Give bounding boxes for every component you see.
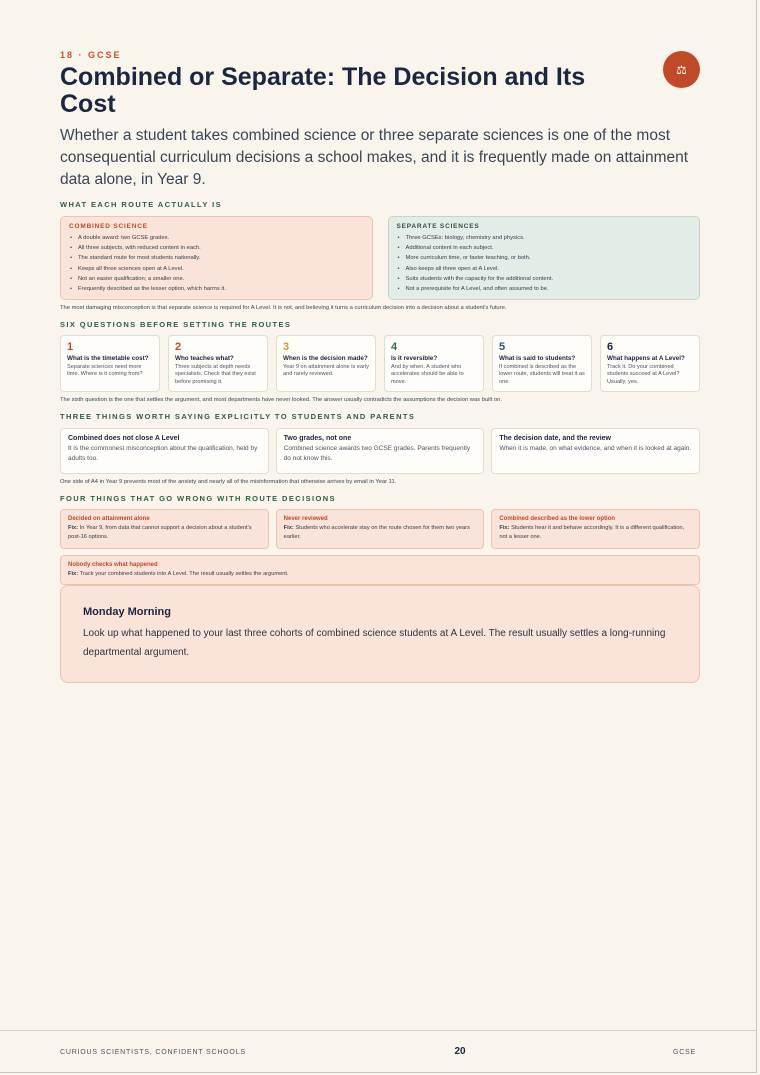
list-item: • The standard route for most students nationally.	[69, 253, 364, 263]
wrong-title: Decided on attainment alone	[68, 516, 150, 522]
wrong-title: Nobody checks what happened	[68, 562, 158, 568]
chapter-eyebrow: 18 · GCSE	[60, 50, 122, 60]
list-item: • Not an easier qualification; a smaller one.	[69, 274, 364, 284]
lede-paragraph: Whether a student takes combined science or three separate sciences is one of the most consequential curriculum decisions a school makes, and it is frequently made on attainment data alone, in Year 9.	[60, 127, 689, 188]
fix-label: Fix:	[68, 525, 79, 531]
thing-body: When it is made, on what evidence, and when it is looked at again.	[499, 445, 692, 452]
question-body: Year 9 on attainment alone is early and rarely reviewed.	[283, 363, 369, 378]
question-title: What is said to students?	[499, 355, 576, 362]
fix-text: Students hear it and behave accordingly. It is a different qualification, not a lesser one.	[499, 525, 685, 540]
question-number: 4	[391, 341, 398, 353]
question-number: 3	[283, 341, 290, 353]
monday-morning-title: Monday Morning	[83, 606, 171, 618]
separate-sciences-list	[397, 233, 692, 294]
wrong-card	[60, 509, 269, 549]
separate-sciences-title: SEPARATE SCIENCES	[396, 223, 480, 230]
questions-row	[60, 335, 700, 392]
fix-label: Fix:	[283, 525, 294, 531]
list-item: • A double award: two GCSE grades.	[69, 233, 364, 243]
list-item: • All three subjects, with reduced content in each.	[69, 243, 364, 253]
page-title: Combined or Separate: The Decision and Its Cost	[60, 63, 586, 118]
footer-divider	[0, 1030, 757, 1031]
fix-text: In Year 9, from data that cannot support a decision about a student's post-16 options.	[68, 525, 252, 540]
thing-body: Combined science awards two GCSE grades. Parents frequently do not know this.	[283, 445, 471, 462]
monday-morning-callout	[60, 585, 700, 683]
question-number: 2	[175, 341, 182, 353]
list-item: • Keeps all three sciences open at A Level.	[69, 264, 364, 274]
question-title: Who teaches what?	[175, 355, 234, 362]
question-title: When is the decision made?	[283, 355, 368, 362]
wrong-title: Never reviewed	[283, 516, 328, 522]
section-heading-questions: SIX QUESTIONS BEFORE SETTING THE ROUTES	[60, 320, 292, 329]
wrong-card	[491, 509, 700, 549]
list-item: • More curriculum time, or faster teaching, or both.	[397, 253, 692, 263]
thing-title: Two grades, not one	[283, 435, 352, 442]
list-item: • Three GCSEs: biology, chemistry and physics.	[397, 233, 692, 243]
list-item: • Not a prerequisite for A Level, and often assumed to be.	[397, 284, 692, 294]
wrong-card-full	[60, 555, 700, 585]
monday-morning-body: Look up what happened to your last three cohorts of combined science students at A Level. The result usually settles a long-running departmental argument.	[83, 628, 666, 658]
thing-card	[60, 428, 269, 474]
list-item: • Suits students with the capacity for the additional content.	[397, 274, 692, 284]
page-number: 20	[454, 1046, 466, 1057]
question-title: Is it reversible?	[391, 355, 438, 362]
question-body: Separate sciences need more time. Where is it coming from?	[67, 363, 143, 378]
question-body: If combined is described as the lower route, students will treat it as one.	[499, 363, 585, 385]
things-note: One side of A4 in Year 9 prevents most of the anxiety and nearly all of the misinformation that otherwise arrives by email in Year 11.	[60, 479, 397, 485]
wrong-card	[276, 509, 485, 549]
question-number: 6	[607, 341, 614, 353]
wrongs-row	[60, 509, 700, 549]
question-body: Three subjects at depth needs specialists. Check that they exist before promising it.	[175, 363, 256, 385]
section-heading-routes: WHAT EACH ROUTE ACTUALLY IS	[60, 200, 222, 209]
list-item: • Frequently described as the lesser option, which harms it.	[69, 284, 364, 294]
combined-science-panel	[60, 216, 373, 300]
question-card	[492, 335, 592, 392]
fix-label: Fix:	[499, 525, 510, 531]
things-row	[60, 428, 700, 474]
thing-title: Combined does not close A Level	[68, 435, 180, 442]
question-card	[600, 335, 700, 392]
routes-panels	[60, 216, 700, 300]
routes-note: The most damaging misconception is that separate science is required for A Level. It is not, and believing it turns a curriculum decision into a decision about a student's future.	[60, 305, 507, 311]
page-content	[60, 50, 700, 683]
question-body: And by when. A student who accelerates should be able to move.	[391, 363, 464, 385]
question-title: What happens at A Level?	[607, 355, 685, 362]
separate-sciences-panel	[388, 216, 701, 300]
thing-card	[491, 428, 700, 474]
question-card	[276, 335, 376, 392]
fix-text: Students who accelerate stay on the route chosen for them two years earlier.	[283, 525, 470, 540]
question-card	[60, 335, 160, 392]
wrong-fix	[68, 524, 261, 541]
question-card	[384, 335, 484, 392]
footer-section: GCSE	[672, 1049, 696, 1056]
wrong-fix	[284, 524, 477, 541]
section-heading-things: THREE THINGS WORTH SAYING EXPLICITLY TO STUDENTS AND PARENTS	[60, 412, 416, 421]
question-number: 1	[67, 341, 74, 353]
list-item: • Additional content in each subject.	[397, 243, 692, 253]
thing-body: It is the commonest misconception about the qualification, held by adults too.	[68, 445, 258, 462]
question-title: What is the timetable cost?	[67, 355, 149, 362]
fix-label: Fix:	[68, 571, 79, 577]
questions-note: The sixth question is the one that settles the argument, and most departments have never looked. The answer usually contradicts the assumptions the decision was built on.	[60, 397, 502, 403]
wrong-title: Combined described as the lower option	[499, 516, 616, 522]
footer-book-title: CURIOUS SCIENTISTS, CONFIDENT SCHOOLS	[60, 1049, 246, 1056]
question-number: 5	[499, 341, 506, 353]
combined-science-title: COMBINED SCIENCE	[69, 223, 148, 230]
fix-text: Track your combined students into A Level. The result usually settles the argument.	[79, 571, 289, 577]
combined-science-list	[69, 233, 364, 294]
list-item: • Also keeps all three open at A Level.	[397, 264, 692, 274]
question-card	[168, 335, 268, 392]
thing-card	[276, 428, 485, 474]
wrong-fix	[499, 524, 692, 541]
wrong-fix	[68, 570, 692, 579]
scales-icon: ⚖	[663, 51, 700, 88]
thing-title: The decision date, and the review	[499, 435, 611, 442]
section-heading-wrongs: FOUR THINGS THAT GO WRONG WITH ROUTE DECISIONS	[60, 494, 336, 503]
question-body: Track it. Do your combined students succeed at A Level? Usually, yes.	[607, 363, 680, 385]
